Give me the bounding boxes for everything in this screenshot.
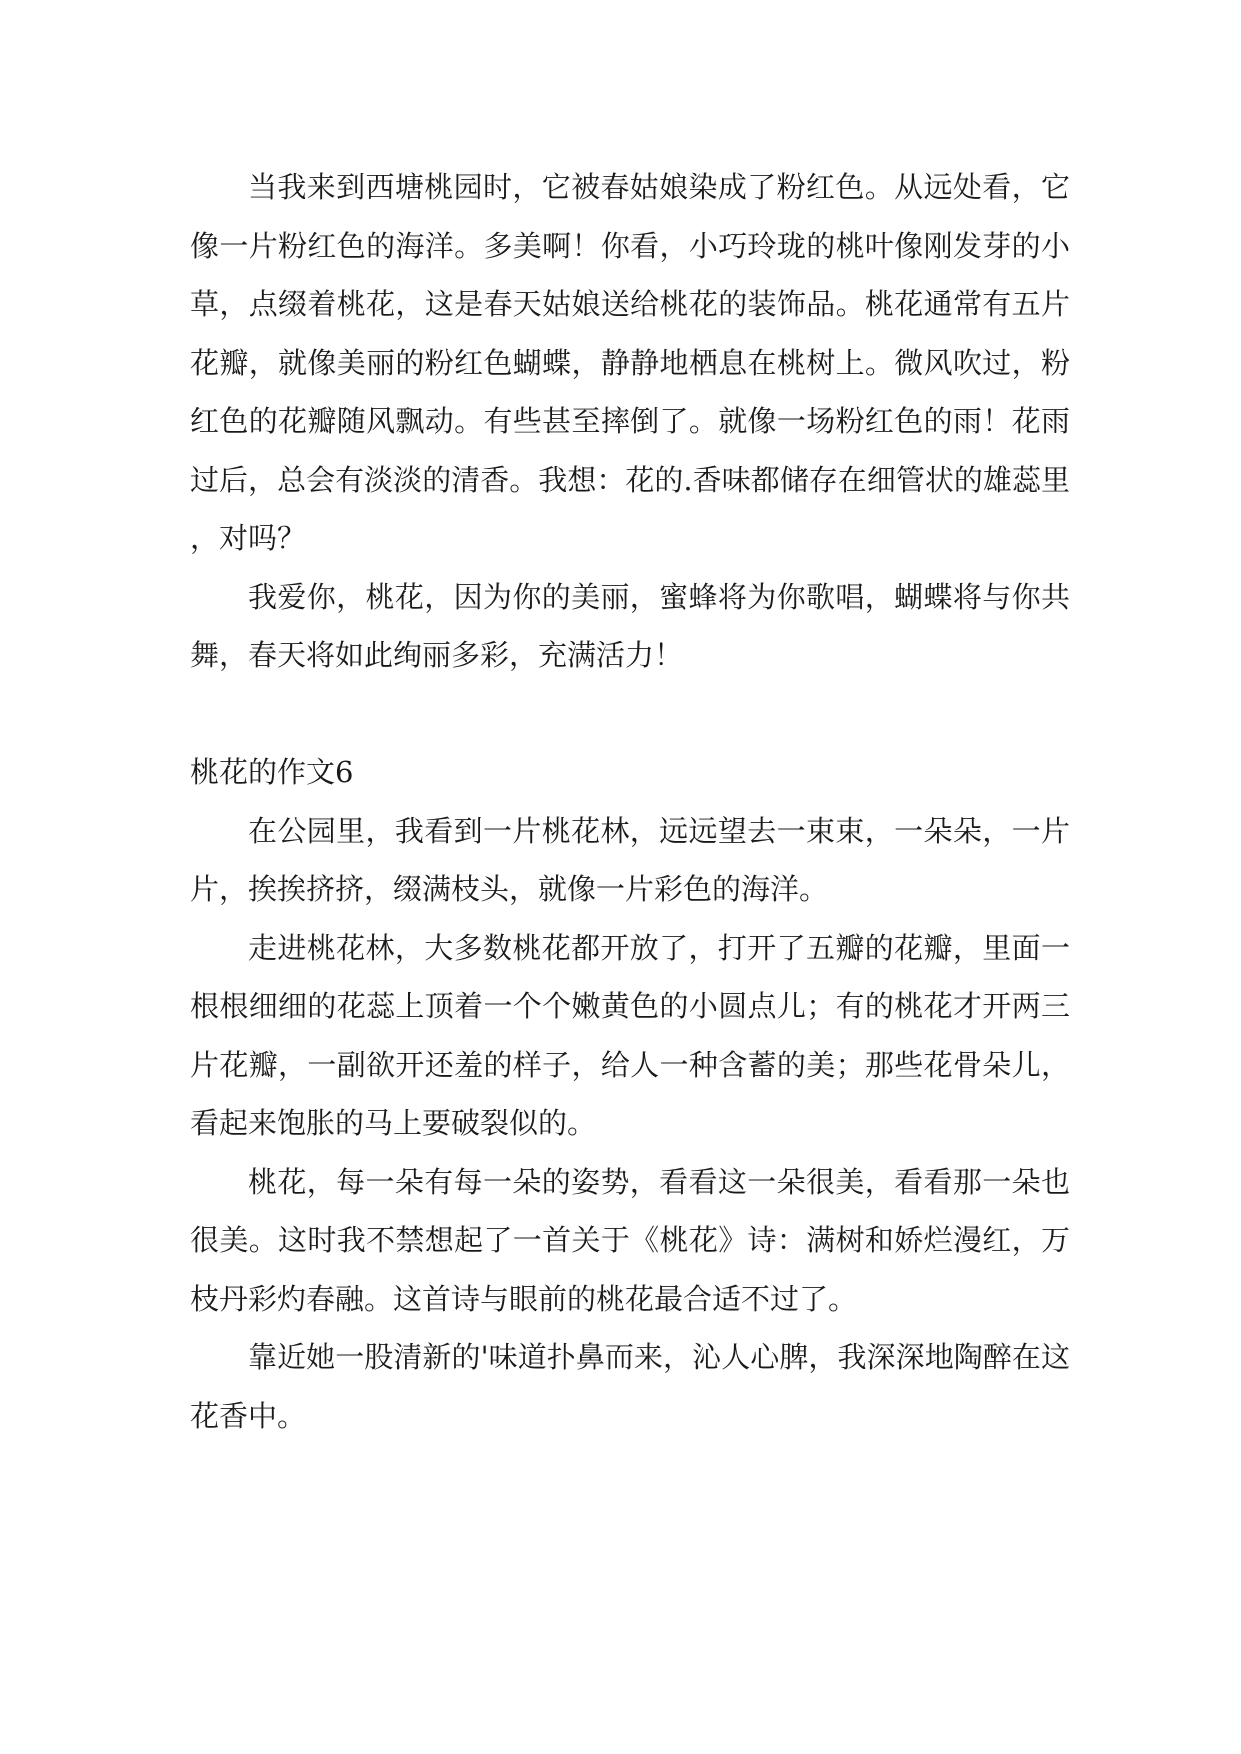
document-body: [190, 158, 1070, 1445]
paragraph-poem: 桃花，每一朵有每一朵的姿势，看看这一朵很美，看看那一朵也很美。这时我不禁想起了一首关于《桃花》诗：满树和娇烂漫红，万枝丹彩灼春融。这首诗与眼前的桃花最合适不过了。: [190, 1164, 1070, 1316]
paragraph-peach-forest: 走进桃花林，大多数桃花都开放了，打开了五瓣的花瓣，里面一根根细细的花蕊上顶着一个个嫩黄色的小圆点儿；有的桃花才开两三片花瓣，一副欲开还羞的样子，给人一种含蓄的美；那些花骨朵儿，看起来饱胀的马上要破裂似的。: [190, 930, 1070, 1140]
section-heading: 桃花的作文6: [190, 755, 354, 789]
paragraph-peach-garden: 当我来到西塘桃园时，它被春姑娘染成了粉红色。从远处看，它像一片粉红色的海洋。多美啊！你看，小巧玲珑的桃叶像刚发芽的小草，点缀着桃花，这是春天姑娘送给桃花的装饰品。桃花通常有五片花瓣，就像美丽的粉红色蝴蝶，静静地栖息在桃树上。微风吹过，粉红色的花瓣随风飘动。有些甚至摔倒了。就像一场粉红色的雨！花雨过后，总会有淡淡的清香。我想：花的.香味都储存在细管状的雄蕊里，对吗？: [190, 170, 1070, 555]
paragraph-love-peach: 我爱你，桃花，因为你的美丽，蜜蜂将为你歌唱，蝴蝶将与你共舞，春天将如此绚丽多彩，充满活力！: [190, 579, 1070, 672]
paragraph-fragrance: 靠近她一股清新的'味道扑鼻而来，沁人心脾，我深深地陶醉在这花香中。: [190, 1340, 1070, 1433]
paragraph-park: 在公园里，我看到一片桃花林，远远望去一束束，一朵朵，一片片，挨挨挤挤，缀满枝头，就像一片彩色的海洋。: [190, 813, 1070, 906]
paragraph-spacer: [190, 685, 1070, 744]
